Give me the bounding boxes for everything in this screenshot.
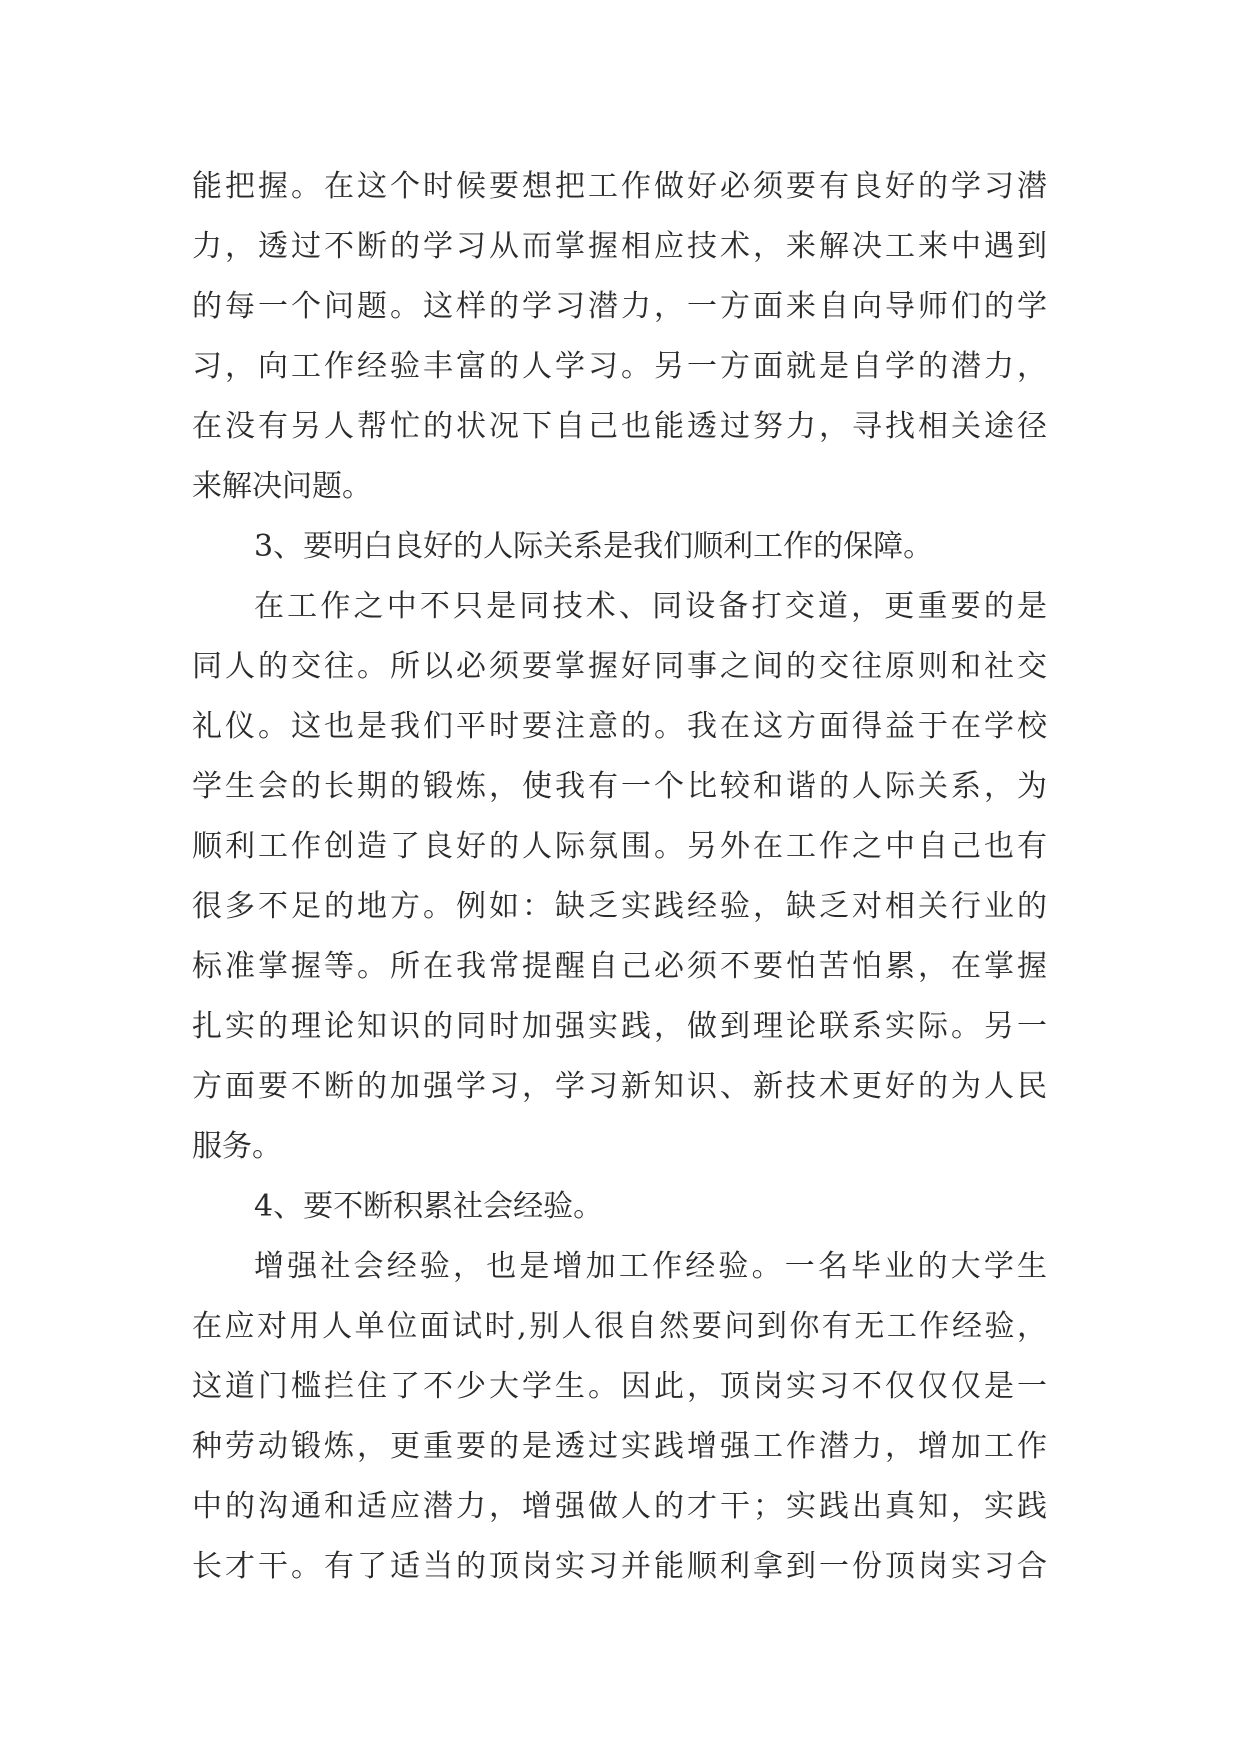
- section-heading: 3、要明白良好的人际关系是我们顺利工作的保障。: [254, 529, 934, 564]
- text-line: 能把握。在这个时候要想把工作做好必须要有良好的学习潜: [192, 169, 1047, 204]
- text-line: 的每一个问题。这样的学习潜力，一方面来自向导师们的学: [192, 289, 1047, 324]
- text-line: 习，向工作经验丰富的人学习。另一方面就是自学的潜力，: [192, 349, 1047, 384]
- text-line: 扎实的理论知识的同时加强实践，做到理论联系实际。另一: [192, 1009, 1047, 1044]
- text-line: 增强社会经验，也是增加工作经验。一名毕业的大学生: [254, 1249, 1047, 1284]
- text-line: 顺利工作创造了良好的人际氛围。另外在工作之中自己也有: [192, 829, 1047, 864]
- section-heading: 4、要不断积累社会经验。: [254, 1189, 604, 1224]
- text-line: 种劳动锻炼，更重要的是透过实践增强工作潜力，增加工作: [192, 1429, 1047, 1464]
- text-line: 这道门槛拦住了不少大学生。因此，顶岗实习不仅仅仅是一: [192, 1369, 1047, 1404]
- document-body: [192, 157, 1047, 1597]
- text-line: 中的沟通和适应潜力，增强做人的才干；实践出真知，实践: [192, 1489, 1047, 1524]
- text-line: 服务。: [192, 1129, 282, 1164]
- text-line: 同人的交往。所以必须要掌握好同事之间的交往原则和社交: [192, 649, 1047, 684]
- text-line: 标准掌握等。所在我常提醒自己必须不要怕苦怕累，在掌握: [192, 949, 1047, 984]
- text-line: 在没有另人帮忙的状况下自己也能透过努力，寻找相关途径: [192, 409, 1047, 444]
- text-line: 在工作之中不只是同技术、同设备打交道，更重要的是: [254, 589, 1047, 624]
- text-line: 学生会的长期的锻炼，使我有一个比较和谐的人际关系，为: [192, 769, 1047, 804]
- text-line: 方面要不断的加强学习，学习新知识、新技术更好的为人民: [192, 1069, 1047, 1104]
- text-line: 力，透过不断的学习从而掌握相应技术，来解决工来中遇到: [192, 229, 1047, 264]
- text-line: 长才干。有了适当的顶岗实习并能顺利拿到一份顶岗实习合: [192, 1549, 1047, 1584]
- text-line: 来解决问题。: [192, 469, 372, 504]
- text-line: 很多不足的地方。例如：缺乏实践经验，缺乏对相关行业的: [192, 889, 1047, 924]
- text-line: 在应对用人单位面试时,别人很自然要问到你有无工作经验，: [192, 1309, 1047, 1344]
- text-line: 礼仪。这也是我们平时要注意的。我在这方面得益于在学校: [192, 709, 1047, 744]
